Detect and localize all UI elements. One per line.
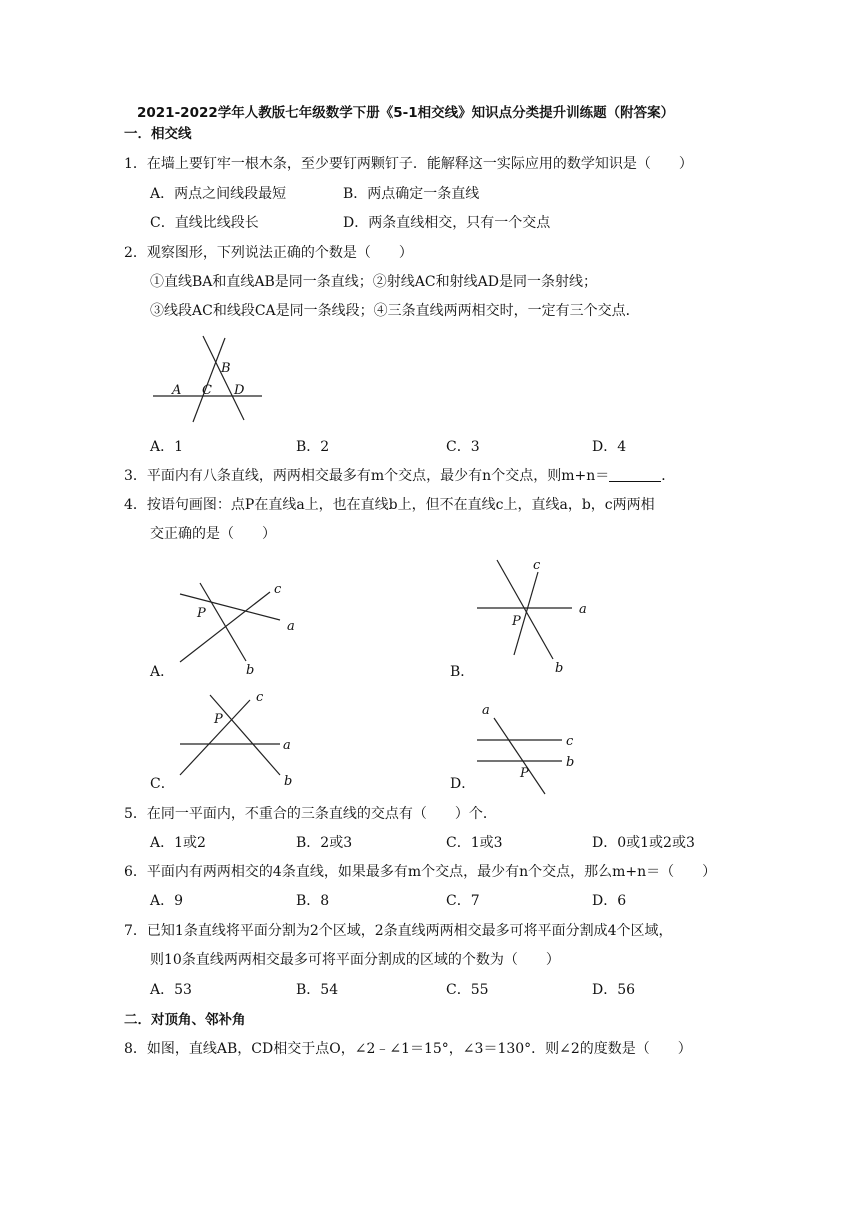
line-label-c: c xyxy=(256,690,264,705)
line-b xyxy=(200,583,246,661)
question-7-option-c: C．55 xyxy=(446,982,489,998)
question-4-option-b: B． xyxy=(450,664,475,680)
line-a xyxy=(180,594,280,620)
point-label-b: B xyxy=(221,361,231,376)
question-5-stem: 5．在同一平面内，不重合的三条直线的交点有（ ）个． xyxy=(124,806,497,822)
section-heading-2: 二．对顶角、邻补角 xyxy=(124,1012,246,1028)
point-label-p: P xyxy=(197,606,206,621)
question-6-option-b: B．8 xyxy=(296,893,330,909)
question-2-figure xyxy=(150,330,265,425)
question-1-option-c: C．直线比线段长 xyxy=(150,215,259,231)
line-bc xyxy=(193,338,225,422)
question-2-option-c: C．3 xyxy=(446,439,480,455)
question-3-tail: ． xyxy=(661,468,676,484)
line-label-c: c xyxy=(274,582,282,597)
question-4-option-d: D． xyxy=(450,776,476,792)
question-7-option-b: B．54 xyxy=(296,982,339,998)
question-2-statement-line-1: ①直线BA和直线AB是同一条直线；②射线AC和射线AD是同一条射线； xyxy=(150,274,597,290)
point-label-p: P xyxy=(214,712,223,727)
line-label-a: a xyxy=(482,703,490,718)
question-7-option-a: A．53 xyxy=(150,982,192,998)
question-1-stem: 1．在墙上要钉牢一根木条，至少要钉两颗钉子．能解释这一实际应用的数学知识是（ ） xyxy=(124,156,693,172)
line-label-a: a xyxy=(579,602,587,617)
question-1-option-a: A．两点之间线段最短 xyxy=(150,186,287,202)
line-label-c: c xyxy=(533,558,541,573)
line-label-c: c xyxy=(566,734,574,749)
line-label-a: a xyxy=(283,738,291,753)
question-4-figure-c xyxy=(170,688,320,788)
line-label-a: a xyxy=(287,619,295,634)
line-b xyxy=(210,695,280,775)
point-label-p: P xyxy=(512,614,521,629)
question-5-option-b: B．2或3 xyxy=(296,835,353,851)
question-2-stem: 2．观察图形，下列说法正确的个数是（ ） xyxy=(124,245,413,261)
question-4-stem-line-2: 交正确的是（ ） xyxy=(150,526,276,542)
question-7-option-d: D．56 xyxy=(592,982,636,998)
line-label-b: b xyxy=(555,661,564,676)
question-2-option-b: B．2 xyxy=(296,439,330,455)
question-6-option-c: C．7 xyxy=(446,893,480,909)
question-2-option-a: A．1 xyxy=(150,439,184,455)
question-4-stem-line-1: 4．按语句画图：点P在直线a上，也在直线b上，但不在直线c上，直线a，b，c两两相 xyxy=(124,497,655,513)
point-label-c: C xyxy=(202,383,212,398)
question-4-figure-b xyxy=(472,555,612,675)
question-6-option-a: A．9 xyxy=(150,893,184,909)
question-2-option-d: D．4 xyxy=(592,439,627,455)
line-label-b: b xyxy=(284,774,293,789)
question-5-option-d: D．0或1或2或3 xyxy=(592,835,695,851)
question-3-line xyxy=(124,467,675,485)
question-5-option-c: C．1或3 xyxy=(446,835,503,851)
question-4-option-a: A． xyxy=(150,664,175,680)
line-label-b: b xyxy=(566,755,575,770)
line-b xyxy=(497,560,553,659)
question-2-statement-line-2: ③线段AC和线段CA是同一条线段；④三条直线两两相交时，一定有三个交点． xyxy=(150,303,640,319)
question-1-option-d: D．两条直线相交，只有一个交点 xyxy=(343,215,551,231)
question-3-stem: 3．平面内有八条直线，两两相交最多有m个交点，最少有n个交点，则m+n＝ xyxy=(124,468,610,484)
line-c xyxy=(180,592,270,662)
question-6-option-d: D．6 xyxy=(592,893,627,909)
point-label-d: D xyxy=(234,383,245,398)
question-1-option-b: B．两点确定一条直线 xyxy=(343,186,480,202)
question-8-stem: 8．如图，直线AB，CD相交于点O，∠2﹣∠1＝15°，∠3＝130°．则∠2的度数是（ ） xyxy=(124,1041,692,1057)
section-heading-1: 一．相交线 xyxy=(124,126,192,142)
line-a xyxy=(494,718,545,794)
point-label-p: P xyxy=(520,766,529,781)
line-label-b: b xyxy=(246,663,255,678)
question-4-option-c: C． xyxy=(150,776,175,792)
question-5-option-a: A．1或2 xyxy=(150,835,206,851)
answer-blank xyxy=(609,467,661,482)
question-6-stem: 6．平面内有两两相交的4条直线，如果最多有m个交点，最少有n个交点，那么m+n＝（ ） xyxy=(124,864,717,880)
point-label-a: A xyxy=(172,383,182,398)
question-7-stem-line-1: 7．已知1条直线将平面分割为2个区域，2条直线两两相交最多可将平面分割成4个区域， xyxy=(124,923,673,939)
question-4-figure-a xyxy=(170,578,320,678)
document-title: 2021-2022学年人教版七年级数学下册《5-1相交线》知识点分类提升训练题（附答案） xyxy=(137,105,675,121)
question-4-figure-d xyxy=(472,698,612,798)
question-7-stem-line-2: 则10条直线两两相交最多可将平面分割成的区域的个数为（ ） xyxy=(150,952,560,968)
